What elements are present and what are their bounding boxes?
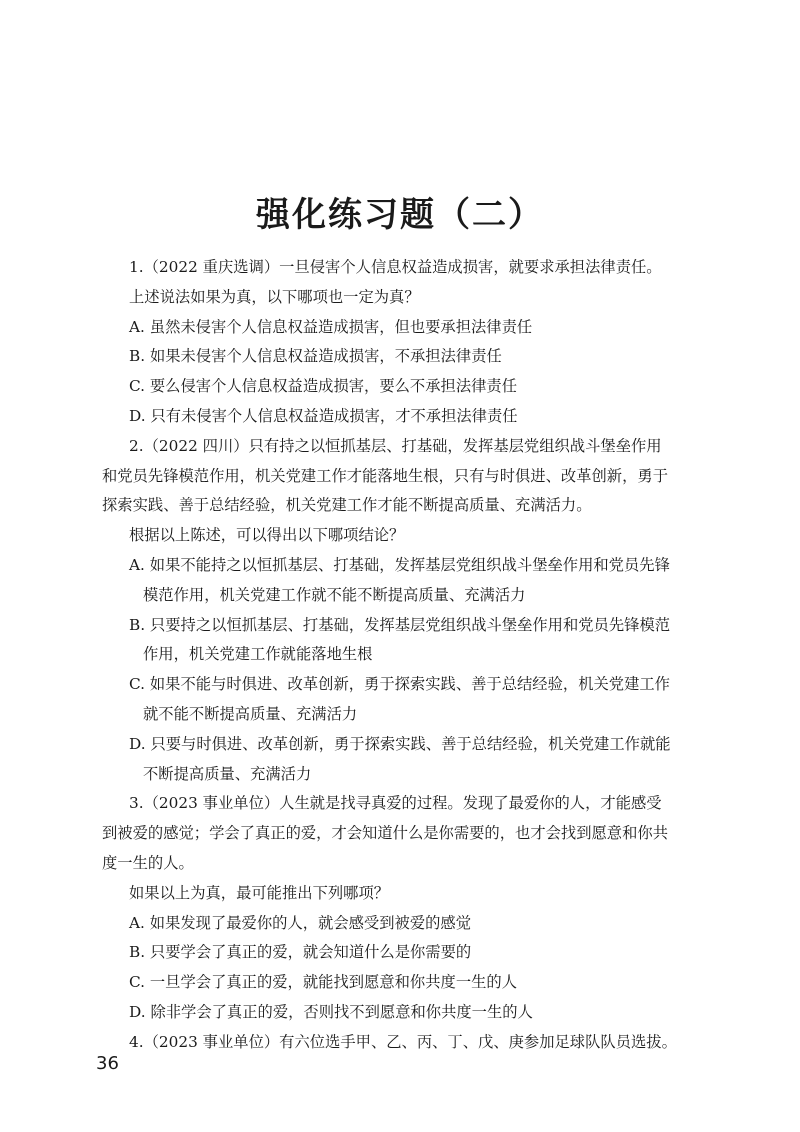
answer-option-line: 模范作用，机关党建工作就不能不断提高质量、充满活力: [143, 585, 526, 604]
answer-option-line: 就不能不断提高质量、充满活力: [143, 704, 358, 723]
answer-option-line: B. 只要学会了真正的爱，就会知道什么是你需要的: [129, 943, 472, 962]
question-stem-line: 和党员先锋模范作用，机关党建工作才能落地生根，只有与时俱进、改革创新，勇于: [102, 466, 668, 485]
answer-option-line: B. 只要持之以恒抓基层、打基础，发挥基层党组织战斗堡垒作用和党员先锋模范: [129, 615, 671, 634]
answer-option-line: A. 如果不能持之以恒抓基层、打基础，发挥基层党组织战斗堡垒作用和党员先锋: [129, 555, 670, 574]
answer-option: [102, 402, 702, 432]
question-stem-line: 探索实践、善于总结经验，机关党建工作才能不断提高质量、充满活力。: [102, 496, 592, 515]
answer-option-line: C. 如果不能与时俱进、改革创新，勇于探索实践、善于总结经验，机关党建工作: [129, 675, 670, 694]
answer-option-line: 作用，机关党建工作就能落地生根: [143, 645, 373, 664]
page-title: 强化练习题（二）: [256, 194, 544, 235]
answer-option: [102, 670, 702, 730]
answer-option: [102, 968, 702, 998]
question-stem-line: 4.（2023 事业单位）有六位选手甲、乙、丙、丁、戊、庚参加足球队队员选拔。: [129, 1032, 677, 1051]
question-prompt: 如果以上为真，最可能推出下列哪项？: [129, 883, 390, 902]
answer-option-line: D. 除非学会了真正的爱，否则找不到愿意和你共度一生的人: [129, 1002, 533, 1021]
question-stem-line: 1.（2022 重庆选调）一旦侵害个人信息权益造成损害，就要求承担法律责任。: [129, 258, 662, 276]
question-block: [102, 253, 702, 432]
answer-option-line: D. 只要与时俱进、改革创新，勇于探索实践、善于总结经验，机关党建工作就能: [129, 734, 671, 753]
question-stem-line: 度一生的人。: [102, 853, 194, 872]
answer-option: [102, 730, 702, 790]
question-stem-line: 2.（2022 四川）只有持之以恒抓基层、打基础，发挥基层党组织战斗堡垒作用: [129, 436, 662, 455]
question-block: [102, 432, 702, 790]
answer-option: [102, 551, 702, 611]
answer-option: [102, 313, 702, 343]
answer-option: [102, 342, 702, 372]
answer-option: [102, 372, 702, 402]
question-stem-line: 到被爱的感觉；学会了真正的爱，才会知道什么是你需要的，也才会找到愿意和你共: [102, 824, 668, 843]
question-stem-line: 3.（2023 事业单位）人生就是找寻真爱的过程。发现了最爱你的人，才能感受: [129, 794, 662, 813]
question-block: [102, 1028, 702, 1058]
answer-option: [102, 909, 702, 939]
question-list: [102, 253, 702, 1058]
answer-option-line: A. 如果发现了最爱你的人，就会感受到被爱的感觉: [129, 913, 472, 932]
question-prompt: 上述说法如果为真，以下哪项也一定为真？: [129, 287, 420, 306]
answer-option-line: B. 如果未侵害个人信息权益造成损害，不承担法律责任: [129, 347, 502, 366]
answer-option-line: C. 一旦学会了真正的爱，就能找到愿意和你共度一生的人: [129, 973, 518, 992]
answer-option: [102, 611, 702, 671]
answer-option-line: A. 虽然未侵害个人信息权益造成损害，但也要承担法律责任: [129, 317, 533, 336]
answer-option: [102, 998, 702, 1028]
page-number: 36: [96, 1053, 119, 1074]
answer-option-line: D. 只有未侵害个人信息权益造成损害，才不承担法律责任: [129, 406, 518, 425]
answer-option-line: C. 要么侵害个人信息权益造成损害，要么不承担法律责任: [129, 377, 518, 396]
answer-option-line: 不断提高质量、充满活力: [143, 764, 312, 783]
question-block: [102, 789, 702, 1027]
question-prompt: 根据以上陈述，可以得出以下哪项结论？: [129, 526, 405, 545]
answer-option: [102, 938, 702, 968]
